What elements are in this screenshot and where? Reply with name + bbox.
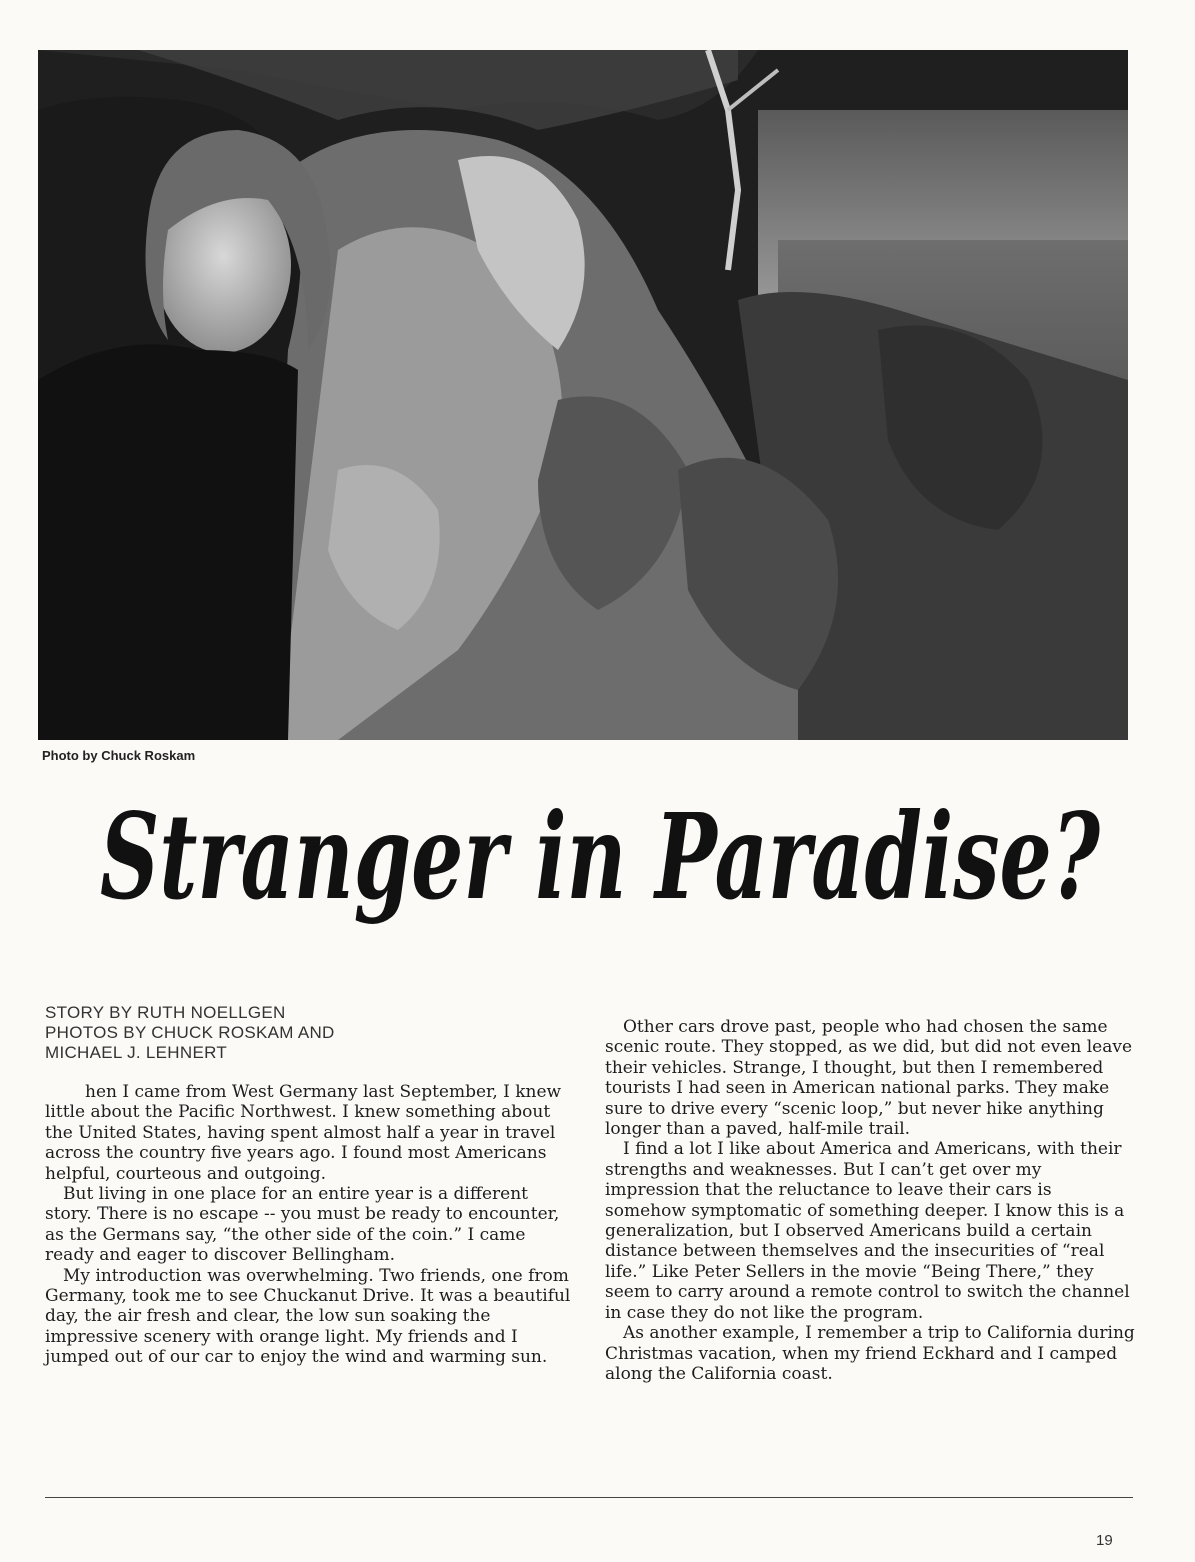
paragraph: Other cars drove past, people who had chosen the same scenic route. They stopped, as we did, but did not even leave their vehicles. Strange, I thought, but then I remembered tourists I had seen in American national parks. They make sure to drive every “scenic loop,” but never hike anything longer than a paved, half-mile trail. bbox=[605, 1017, 1133, 1140]
paragraph: As another example, I remember a trip to California during Christmas vacation, when my friend Eckhard and I camped along the California coast. bbox=[605, 1323, 1135, 1384]
title-text: Stranger in Paradise? bbox=[100, 787, 1102, 926]
paragraph: I find a lot I like about America and Americans, with their strengths and weaknesses. But I can’t get over my impression that the reluctance to leave their cars is somehow symptomatic of something deeper. I know this is a generalization, but I observed Americans build a certain distance between themselves and the insecurities of “real life.” Like Peter Sellers in the movie “Being There,” they seem to carry around a remote control to switch the channel in case they do not like the program. bbox=[605, 1139, 1130, 1323]
footer-rule bbox=[45, 1497, 1133, 1498]
paragraph: My introduction was overwhelming. Two friends, one from Germany, took me to see Chuckanut Drive. It was a beautiful day, the air fresh and clear, the low sun soaking the impressive scenery with orange light. My friends and I jumped out of our car to enjoy the wind and warming sun. bbox=[45, 1265, 571, 1368]
right-column bbox=[605, 1017, 1135, 1384]
photo-woman-on-rocky-shore bbox=[38, 50, 1128, 740]
article-title bbox=[80, 780, 1120, 960]
left-column bbox=[45, 1082, 575, 1368]
hero-photo bbox=[38, 50, 1128, 740]
title-lettering bbox=[80, 780, 1120, 960]
byline bbox=[45, 1003, 585, 1063]
paragraph: But living in one place for an entire year is a different story. There is no escape -- you must be ready to encounter, as the Germans say, “the other side of the coin.” I came ready and eager to discover Bellingham. bbox=[45, 1184, 560, 1266]
photo-credit: Photo by Chuck Roskam bbox=[42, 748, 196, 763]
byline-story: STORY BY RUTH NOELLGEN bbox=[45, 1003, 286, 1022]
byline-photos: PHOTOS BY CHUCK ROSKAM AND bbox=[45, 1023, 335, 1042]
page-number: 19 bbox=[1096, 1532, 1113, 1549]
paragraph: hen I came from West Germany last September, I knew little about the Pacific Northwest. I knew something about the United States, having spent almost half a year in travel across the country five years ago. I found most Americans helpful, courteous and outgoing. bbox=[45, 1082, 562, 1184]
byline-photos-cont: MICHAEL J. LEHNERT bbox=[45, 1043, 228, 1062]
